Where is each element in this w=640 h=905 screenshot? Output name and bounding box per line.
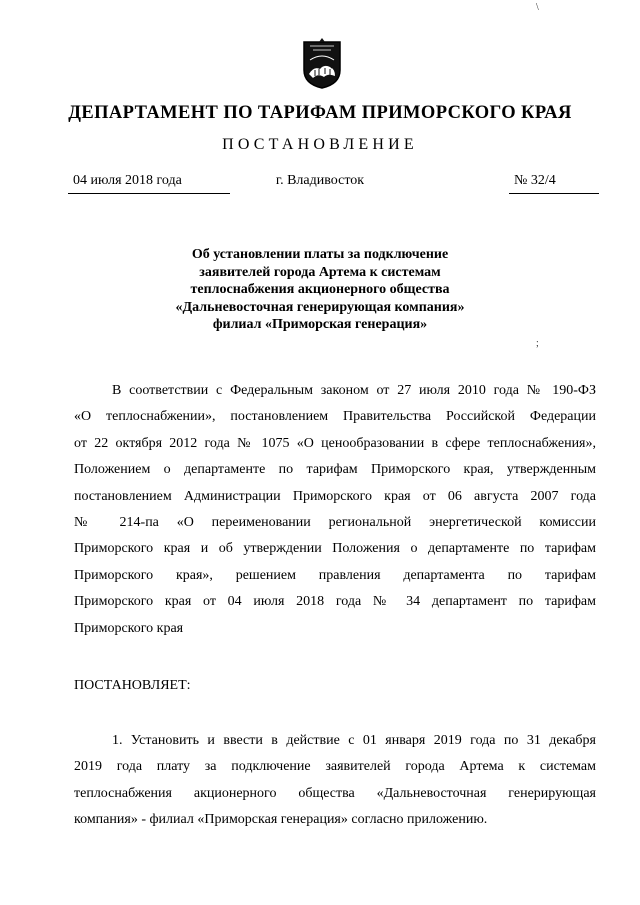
scan-mark: \ (536, 2, 539, 13)
subject-line: теплоснабжения акционерного общества (190, 282, 450, 297)
subject-line: заявителей города Артема к системам (199, 264, 441, 280)
department-title: ДЕПАРТАМЕНТ ПО ТАРИФАМ ПРИМОРСКОГО КРАЯ (68, 103, 572, 123)
item-line: 1. Установить и ввести в действие с 01 января 2019 года по 31 декабря (112, 733, 596, 748)
item-line: 2019 года плату за подключение заявителей города Артема к системам (74, 759, 596, 775)
document-subject (120, 246, 520, 334)
number-underline (509, 193, 599, 194)
preamble-line: Приморского края и об утверждении Положения о департаменте по тарифам (74, 541, 596, 557)
item-1-paragraph (74, 731, 596, 837)
document-date: 04 июля 2018 года (73, 173, 182, 188)
preamble-line: В соответствии с Федеральным законом от 27 июля 2010 года № 190-ФЗ (112, 383, 596, 398)
preamble-line: № 214-па «О переименовании региональной энергетической комиссии (74, 514, 596, 530)
scan-mark: ; (536, 338, 539, 349)
item-line: компания» - филиал «Приморская генерация» согласно приложению. (74, 812, 488, 828)
resolves-heading: ПОСТАНОВЛЯЕТ: (74, 678, 191, 693)
item-line: теплоснабжения акционерного общества «Дальневосточная генерирующая (74, 785, 596, 801)
subject-line: Об установлении платы за подключение (191, 247, 449, 262)
preamble-line: Приморского края от 04 июля 2018 года № 34 департамент по тарифам (74, 594, 596, 610)
subject-line: филиал «Приморская генерация» (212, 317, 428, 332)
document-type: ПОСТАНОВЛЕНИЕ (222, 136, 418, 153)
preamble-line: «О теплоснабжении», постановлением Правительства Российской Федерации (74, 409, 596, 425)
date-underline (68, 193, 230, 194)
preamble-line: от 22 октября 2012 года № 1075 «О ценообразовании в сфере теплоснабжения», (74, 435, 596, 451)
document-city: г. Владивосток (275, 173, 365, 188)
coat-of-arms-tiger-icon (300, 36, 344, 90)
preamble-line: Приморского края (74, 620, 184, 636)
preamble-line: Положением о департаменте по тарифам Приморского края, утвержденным (74, 462, 596, 478)
document-number: № 32/4 (514, 173, 556, 188)
subject-line: «Дальневосточная генерирующая компания» (175, 299, 465, 315)
preamble-line: постановлением Администрации Приморского края от 06 августа 2007 года (74, 488, 596, 504)
preamble-line: Приморского края», решением правления департамента по тарифам (74, 567, 596, 583)
preamble-paragraph (74, 381, 596, 645)
